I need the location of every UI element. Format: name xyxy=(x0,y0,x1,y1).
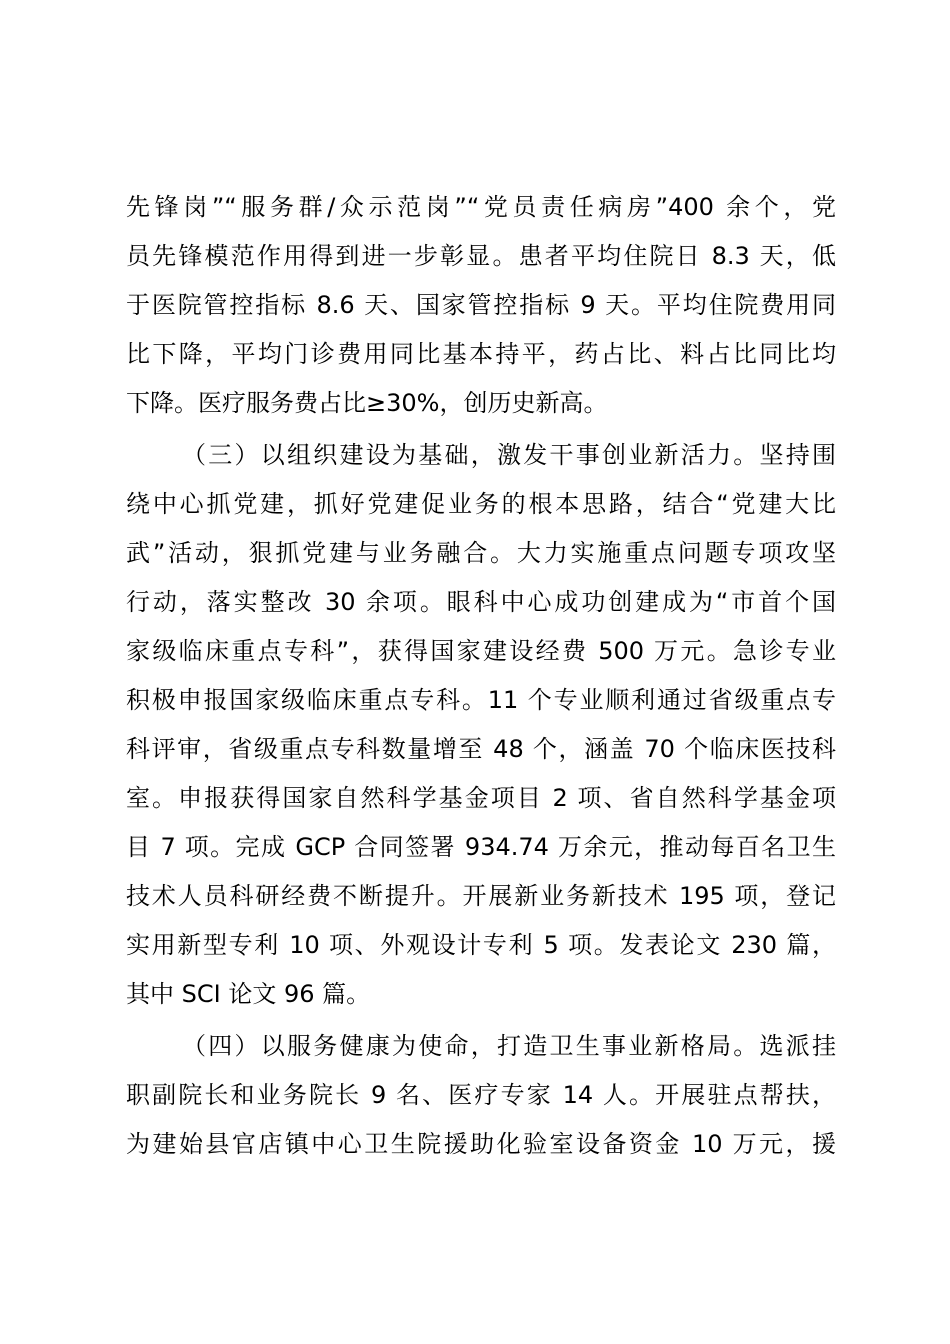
text-line-10: 家级临床重点专科”，获得国家建设经费 500 万元。急诊专业 xyxy=(126,637,836,665)
text-line-8: 武”活动，狠抓党建与业务融合。大力实施重点问题专项攻坚 xyxy=(126,539,836,567)
text-line-5: 下降。医疗服务费占比≥30%，创历史新高。 xyxy=(126,389,608,417)
text-line-13: 室。申报获得国家自然科学基金项目 2 项、省自然科学基金项 xyxy=(126,784,836,812)
text-line-16: 实用新型专利 10 项、外观设计专利 5 项。发表论文 230 篇， xyxy=(126,931,836,959)
text-line-19: 职副院长和业务院长 9 名、医疗专家 14 人。开展驻点帮扶， xyxy=(126,1081,836,1109)
text-line-14: 目 7 项。完成 GCP 合同签署 934.74 万余元，推动每百名卫生 xyxy=(126,833,836,861)
text-line-9: 行动，落实整改 30 余项。眼科中心成功创建成为“市首个国 xyxy=(126,588,836,616)
text-line-2: 员先锋模范作用得到进一步彰显。患者平均住院日 8.3 天，低 xyxy=(126,242,836,270)
text-line-4: 比下降，平均门诊费用同比基本持平，药占比、料占比同比均 xyxy=(126,340,836,368)
text-line-1: 先锋岗”“服务群/众示范岗”“党员责任病房”400 余个，党 xyxy=(126,193,836,221)
text-line-17: 其中 SCI 论文 96 篇。 xyxy=(126,980,371,1008)
text-line-7: 绕中心抓党建，抓好党建促业务的根本思路，结合“党建大比 xyxy=(126,490,836,518)
section-heading-3: （三）以组织建设为基础，激发干事创业新活力。坚持围 xyxy=(182,441,836,469)
text-line-12: 科评审，省级重点专科数量增至 48 个，涵盖 70 个临床医技科 xyxy=(126,735,836,763)
text-line-20: 为建始县官店镇中心卫生院援助化验室设备资金 10 万元，援 xyxy=(126,1130,836,1158)
text-line-15: 技术人员科研经费不断提升。开展新业务新技术 195 项，登记 xyxy=(126,882,836,910)
text-line-11: 积极申报国家级临床重点专科。11 个专业顺利通过省级重点专 xyxy=(126,686,836,714)
text-line-3: 于医院管控指标 8.6 天、国家管控指标 9 天。平均住院费用同 xyxy=(126,291,836,319)
section-heading-4: （四）以服务健康为使命，打造卫生事业新格局。选派挂 xyxy=(182,1032,836,1060)
